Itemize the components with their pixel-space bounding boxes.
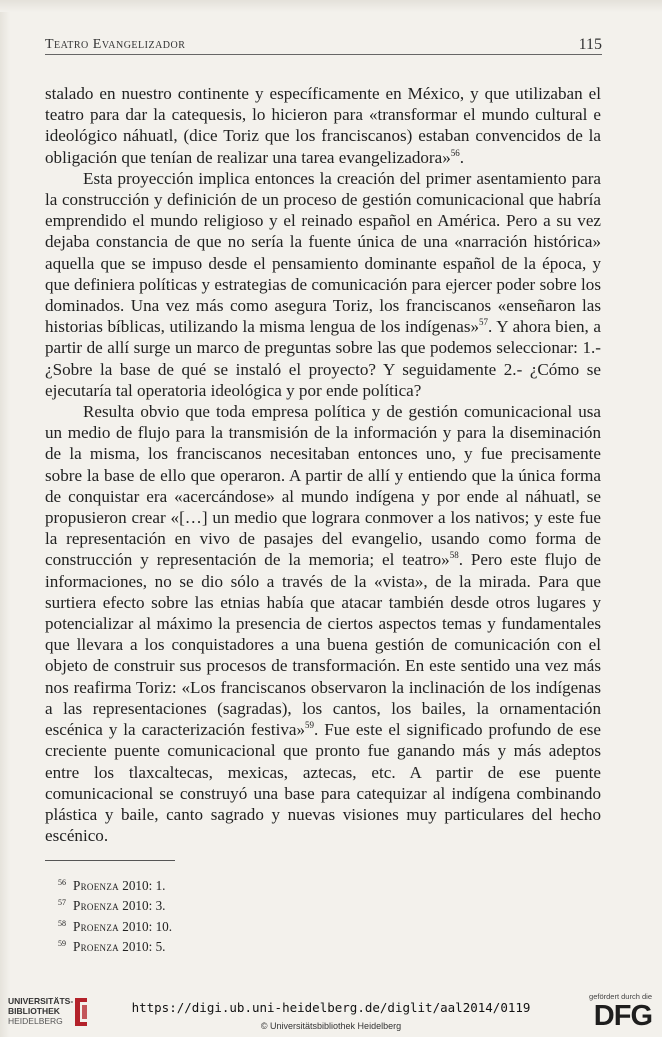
footnote-author: Proenza: [73, 918, 119, 934]
library-name-line: HEIDELBERG: [8, 1016, 63, 1026]
footnote-ref[interactable]: 59: [305, 720, 315, 731]
paragraph-text: . Y ahora bien, a partir de allí surge un marco de preguntas sobre las que podemos seleccionar: 1.- ¿Sobre la base de qué se instaló el proyecto? Y seguidamente 2.- ¿Cómo se ejecutaría tal operatoria ideológica y por ende política?: [45, 317, 601, 400]
paragraph-text: Esta proyección implica entonces la creación del primer asentamiento para la construcción y definición de un proceso de gestión comunicacional que habría emprendido el mundo religioso y el reinado español en América. Pero a su vez dejaba constancia de que no sería la fuente única de una «narración histórica» aquella que se impuso desde el pensamiento dominante español de la época, y que definiera políticas y estrategias de comunicación para ejercer poder sobre los dominados. Una vez más como asegura Toriz, los franciscanos «enseñaron las historias bíblicas, utilizando la misma lengua de los indígenas»: [45, 168, 601, 337]
footnote-author: Proenza: [73, 898, 119, 914]
footnote-ref-text: 2010: 10.: [122, 918, 173, 934]
footnote-ref[interactable]: 57: [479, 317, 489, 328]
footnote: [58, 915, 172, 935]
footnote-ref[interactable]: 58: [449, 550, 459, 561]
library-name-line: BIBLIOTHEK: [8, 1006, 60, 1016]
paragraph: stalado en nuestro continente y específicamente en México, y que utilizaban el teatro para dar la catequesis, lo hicieron para «transformar el mundo cultural e ideológico náhuatl, (dice Toriz que los franciscanos) estaban convencidos de la obligación que tenían de realizar una tarea evangelizadora»$^{56}$.: [45, 84, 601, 167]
footnote: [58, 894, 172, 914]
dfg-logo[interactable]: [589, 992, 652, 1031]
footnote-rule: [45, 860, 175, 861]
running-title: Teatro Evangelizador: [45, 37, 186, 52]
footnote-number: 57: [58, 898, 66, 908]
running-header: [45, 36, 602, 55]
permalink-link[interactable]: https://digi.ub.uni-heidelberg.de/diglit/aal2014/0119: [131, 1000, 531, 1015]
footnotes: [58, 874, 172, 956]
dfg-wordmark: DFG: [593, 1000, 652, 1032]
paragraph-text: Resulta obvio que toda empresa política y de gestión comunicacional usa un medio de flujo para la transmisión de la información y para la diseminación de la misma, los franciscanos necesitaban entonces uno, y fue precisamente sobre la base de ello que operaron. A partir de allí y entiendo que la única forma de conquistar era «acercándose» al mundo indígena y por ende al náhuatl, se propusieron crear «[…] un medio que lograra conmover a los nativos; y este fue la representación en vivo de pasajes del evangelio, usando como forma de construcción y representación de la memoria; el teatro»: [45, 402, 601, 570]
permalink[interactable]: [0, 1000, 662, 1015]
footnote: [58, 874, 172, 894]
paragraph-text: . Pero este flujo de informaciones, no se dio sólo a través de la «vista», de la mirada. Para que surtiera efecto sobre las etnias había que atacar también desde otros lugares y potencializar al máximo la presencia de ciertos aspectos temas y fundamentales que llevara a los conquistadores a una buena gestión de comunicación con el objeto de construir sus procesos de transformación. En este sentido una vez más nos reafirma Toriz: «Los franciscanos observaron la inclinación de los indígenas a las representaciones (sagradas), los cantos, los bailes, la ornamentación escénica y la caracterización festiva»: [45, 550, 601, 740]
paragraph: [45, 168, 601, 401]
funding-label: gefördert durch die: [589, 992, 652, 1001]
library-name-line: UNIVERSITÄTS-: [8, 996, 74, 1006]
paragraph-text: . Fue este el significado profundo de ese creciente puente comunicacional que pronto fue ganando más y más adeptos entre los tlaxcaltecas, mexicas, aztecas, etc. A partir de ese puente comunicacional se construyó una base para catequizar al indígena combinando plástica y baile, canto sagrado y nuevas visiones muy particulares del hecho escénico.: [45, 720, 601, 846]
footnote-number: 59: [58, 939, 66, 949]
footnote-number: 58: [58, 918, 66, 928]
footnote-ref-text: 2010: 3.: [122, 898, 166, 914]
footnote-ref-text: 2010: 5.: [122, 939, 166, 955]
footnote-ref-text: 2010: 1.: [122, 878, 166, 893]
page-edge: [0, 0, 10, 1037]
footnote-number: 56: [58, 878, 66, 887]
footnote-author: Proenza: [73, 878, 119, 893]
footnote-author: Proenza: [73, 939, 119, 955]
paragraph: [45, 401, 601, 846]
footnote-ref[interactable]: 56: [450, 147, 460, 158]
copyright-notice: © Universitätsbibliothek Heidelberg: [260, 1021, 402, 1031]
paragraph-text: stalado en nuestro continente y específicamente en México, y que utilizaban el teatro para dar la catequesis, lo hicieron para «transformar el mundo cultural e ideológico náhuatl, (dice Toriz que los franciscanos) estaban convencidos de la obligación que tenían de realizar una tarea evangelizadora»: [45, 84, 601, 167]
page-number: 115: [578, 36, 602, 53]
main-text: [45, 83, 601, 846]
footnote: [58, 935, 172, 955]
scan-shadow: [0, 0, 662, 12]
digitization-footer: [0, 986, 662, 1037]
